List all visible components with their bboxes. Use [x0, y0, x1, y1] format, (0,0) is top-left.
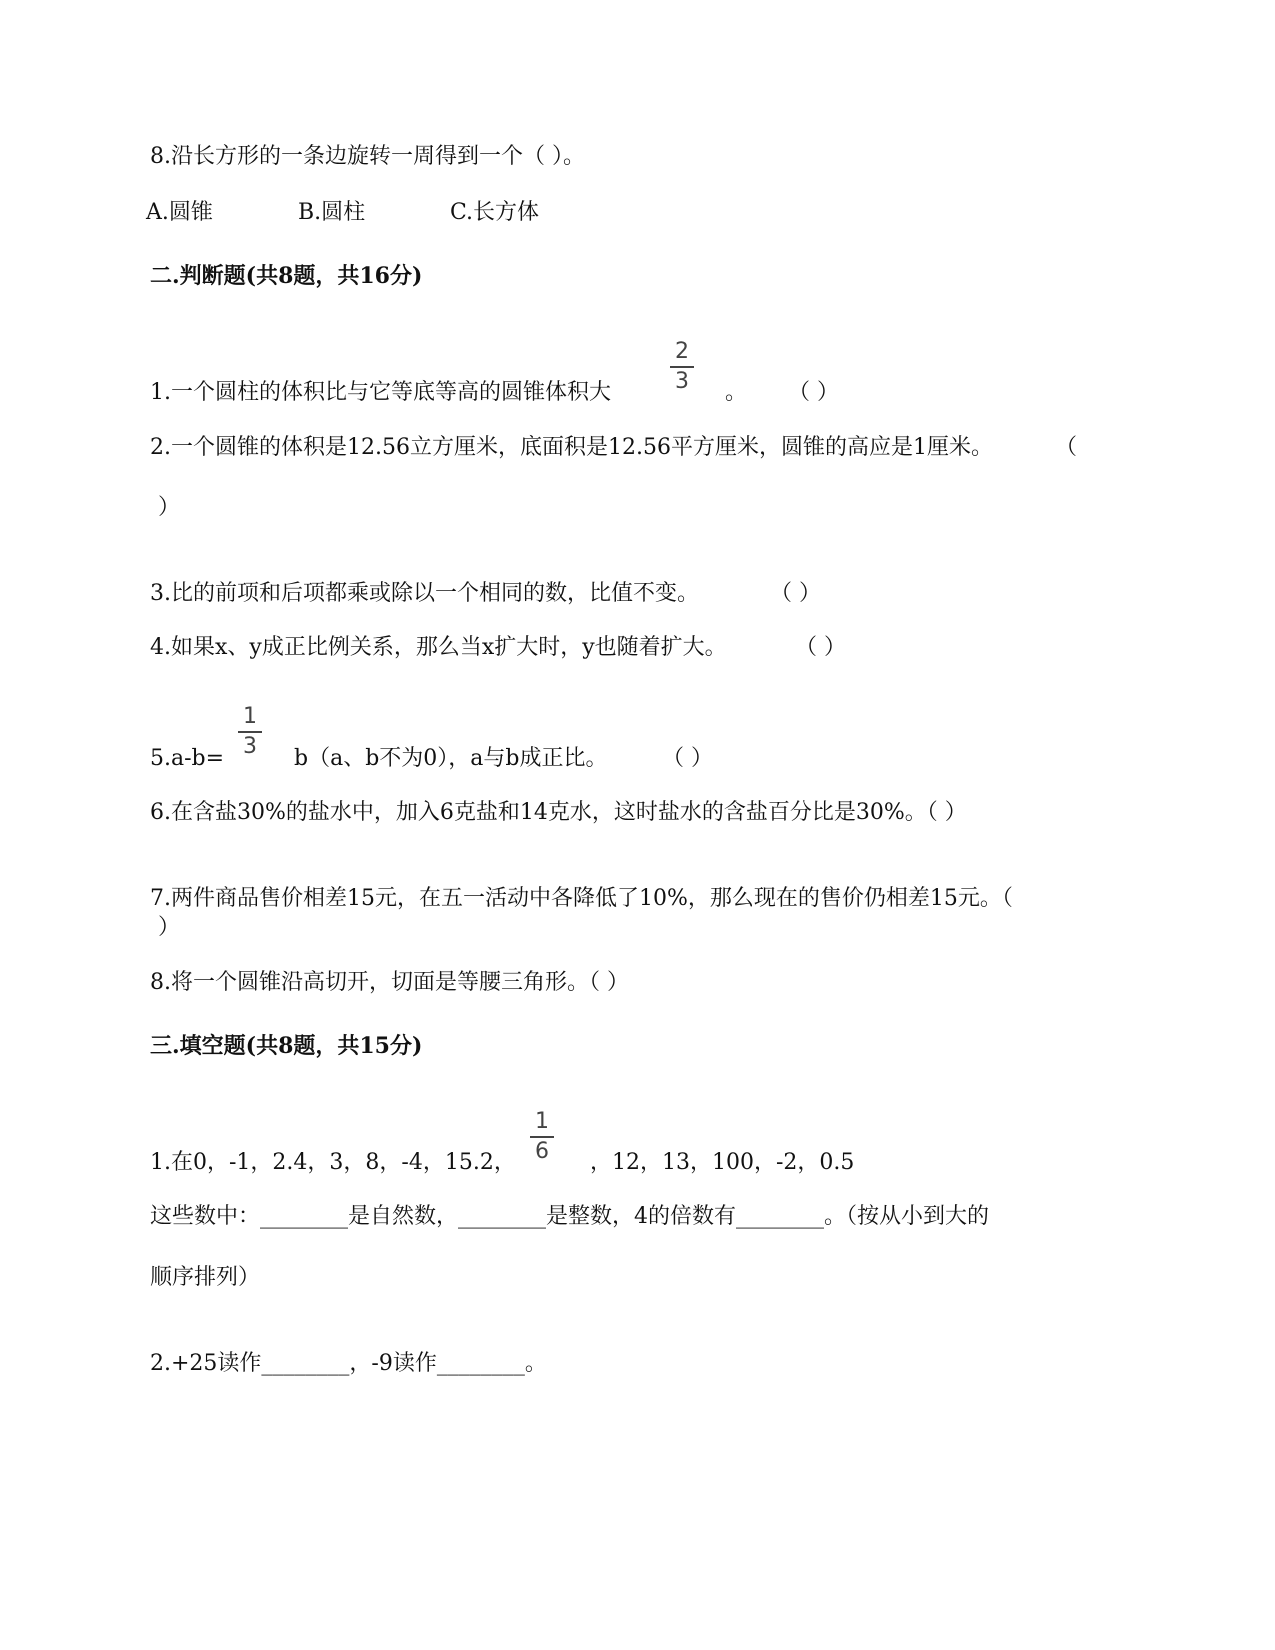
- judge-item-4-answer-paren: （ ）: [795, 635, 846, 660]
- fraction-one-sixth: [530, 1110, 554, 1164]
- fraction-bar: [530, 1136, 554, 1138]
- fraction-numerator: 2: [675, 339, 689, 364]
- judge-item-5-text-after: b（a、b不为0），a与b成正比。: [294, 746, 608, 771]
- judge-item-2-paren-open: （: [1055, 435, 1078, 460]
- fraction-two-thirds: [670, 340, 694, 394]
- fraction-denominator: 3: [243, 734, 257, 759]
- judge-item-2-text: 2.一个圆锥的体积是12.56立方厘米，底面积是12.56平方厘米，圆锥的高应是1厘米。: [150, 435, 993, 460]
- judge-item-1-answer-paren: （ ）: [788, 380, 839, 405]
- fill-q1-text-before: 1.在0，-1，2.4，3，8，-4，15.2，: [150, 1150, 516, 1175]
- judge-item-3-text: 3.比的前项和后项都乘或除以一个相同的数，比值不变。: [150, 581, 699, 606]
- section-3-heading: 三.填空题(共8题，共15分): [150, 1033, 423, 1059]
- fraction-one-third: [238, 705, 262, 759]
- fraction-bar: [670, 366, 694, 368]
- judge-item-8-text: 8.将一个圆锥沿高切开，切面是等腰三角形。（ ）: [150, 970, 629, 995]
- fraction-numerator: 1: [535, 1109, 549, 1134]
- judge-item-5-text-before: 5.a-b=: [150, 746, 225, 771]
- judge-item-4-text: 4.如果x、y成正比例关系，那么当x扩大时，y也随着扩大。: [150, 635, 727, 660]
- fill-q1-line-2: 这些数中：________是自然数，________是整数，4的倍数有________。（按从小到大的: [150, 1204, 989, 1229]
- judge-item-1-period: 。: [725, 380, 748, 405]
- fill-q1-text-after: ，12，13，100，-2，0.5: [590, 1150, 855, 1175]
- fraction-numerator: 1: [243, 704, 257, 729]
- section-2-heading: 二.判断题(共8题，共16分): [150, 263, 423, 289]
- option-b: B.圆柱: [298, 200, 366, 225]
- fraction-denominator: 3: [675, 369, 689, 394]
- option-c: C.长方体: [450, 200, 540, 225]
- question-8-stem: 8.沿长方形的一条边旋转一周得到一个（ ）。: [150, 144, 585, 169]
- judge-item-6-text: 6.在含盐30%的盐水中，加入6克盐和14克水，这时盐水的含盐百分比是30%。（ ）: [150, 800, 967, 825]
- judge-item-5-answer-paren: （ ）: [662, 746, 713, 771]
- judge-item-1-text: 1.一个圆柱的体积比与它等底等高的圆锥体积大: [150, 380, 611, 405]
- judge-item-3-answer-paren: （ ）: [770, 581, 821, 606]
- option-a: A.圆锥: [146, 200, 213, 225]
- fraction-bar: [238, 731, 262, 733]
- fraction-denominator: 6: [535, 1139, 549, 1164]
- fill-q2-text: 2.+25读作________，-9读作________。: [150, 1351, 547, 1376]
- judge-item-7-text: 7.两件商品售价相差15元，在五一活动中各降低了10%，那么现在的售价仍相差15元。（: [150, 886, 1013, 911]
- judge-item-2-paren-close: ）: [158, 495, 181, 520]
- fill-q1-line-3: 顺序排列）: [150, 1265, 261, 1290]
- judge-item-7-paren-close: ）: [158, 915, 181, 940]
